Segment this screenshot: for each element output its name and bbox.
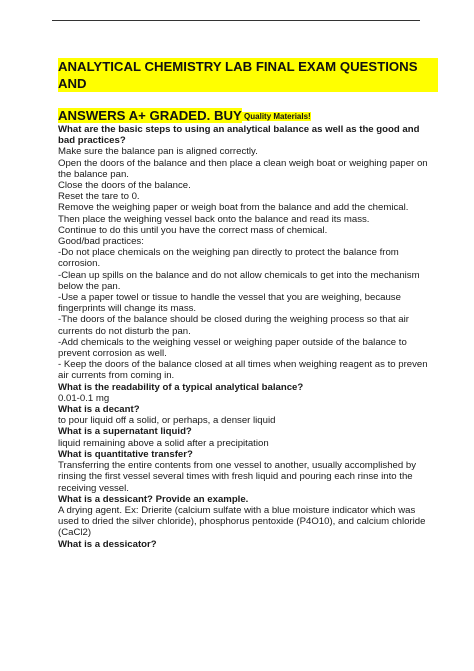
question-line: What is a decant?: [58, 404, 140, 416]
answer-line: Open the doors of the balance and then place a clean weigh boat or weighing paper on: [58, 157, 428, 169]
question-line: What is quantitative transfer?: [58, 448, 193, 460]
answer-line: the balance pan.: [58, 168, 129, 180]
answer-line: prevent corrosion as well.: [58, 348, 167, 360]
answer-line: air currents from coming in.: [58, 370, 175, 382]
answer-line: 0.01-0.1 mg: [58, 392, 110, 404]
document-body: [58, 124, 430, 550]
question-line: What is a dessicant? Provide an example.: [58, 493, 249, 505]
answer-line: Transferring the entire contents from one vessel to another, usually accomplished by: [58, 460, 416, 472]
title-line-2: ANSWERS A+ GRADED. BUY: [58, 108, 242, 123]
answer-line: Then place the weighing vessel back onto the balance and read its mass.: [58, 213, 370, 225]
question-line: What is a dessicator?: [58, 538, 157, 550]
answer-line: liquid remaining above a solid after a precipitation: [58, 437, 269, 449]
answer-line: corrosion.: [58, 258, 101, 270]
answer-line: -Clean up spills on the balance and do not allow chemicals to get into the mechanism: [58, 269, 420, 281]
answer-line: -Do not place chemicals on the weighing pan directly to protect the balance from: [58, 247, 399, 259]
quality-tag: [242, 112, 311, 121]
answer-line: -The doors of the balance should be closed during the weighing process so that air: [58, 314, 409, 326]
answer-line: receiving vessel.: [58, 482, 129, 494]
answer-line: fingerprints will change its mass.: [58, 303, 197, 315]
answer-line: to pour liquid off a solid, or perhaps, a denser liquid: [58, 415, 276, 427]
answer-line: Make sure the balance pan is aligned correctly.: [58, 146, 258, 158]
answer-line: -Add chemicals to the weighing vessel or weighing paper outside of the balance to: [58, 336, 407, 348]
answer-line: Reset the tare to 0.: [58, 191, 140, 203]
answer-line: Good/bad practices:: [58, 236, 144, 248]
answer-line: Continue to do this until you have the correct mass of chemical.: [58, 224, 328, 236]
answer-line: A drying agent. Ex: Drierite (calcium sulfate with a blue moisture indicator which was: [58, 504, 416, 516]
title-line-1: ANALYTICAL CHEMISTRY LAB FINAL EXAM QUESTIONS AND: [58, 58, 438, 92]
document-header: [58, 58, 438, 125]
question-line: What are the basic steps to using an analytical balance as well as the good and: [58, 124, 420, 135]
header-rule: [52, 20, 420, 21]
answer-line: Remove the weighing paper or weigh boat from the balance and add the chemical.: [58, 202, 409, 214]
answer-line: (CaCl2): [58, 527, 92, 539]
answer-line: -Use a paper towel or tissue to handle the vessel that you are weighing, because: [58, 292, 401, 304]
question-line: What is a supernatant liquid?: [58, 426, 192, 438]
question-line: What is the readability of a typical analytical balance?: [58, 381, 304, 393]
answer-line: rinsing the first vessel several times with fresh liquid and pouring each rinse into the: [58, 471, 413, 483]
question-line: bad practices?: [58, 135, 126, 147]
answer-line: below the pan.: [58, 280, 121, 292]
answer-line: currents do not disturb the pan.: [58, 325, 191, 337]
answer-line: Close the doors of the balance.: [58, 180, 191, 192]
answer-line: - Keep the doors of the balance closed at all times when weighing reagent as to preven: [58, 359, 428, 371]
answer-line: used to dried the silver chloride), phosphorus pentoxide (P4O10), and calcium chloride: [58, 516, 426, 528]
quality-tag-text: Quality Materials!: [244, 112, 311, 121]
title-line-2-wrap: [58, 107, 438, 125]
